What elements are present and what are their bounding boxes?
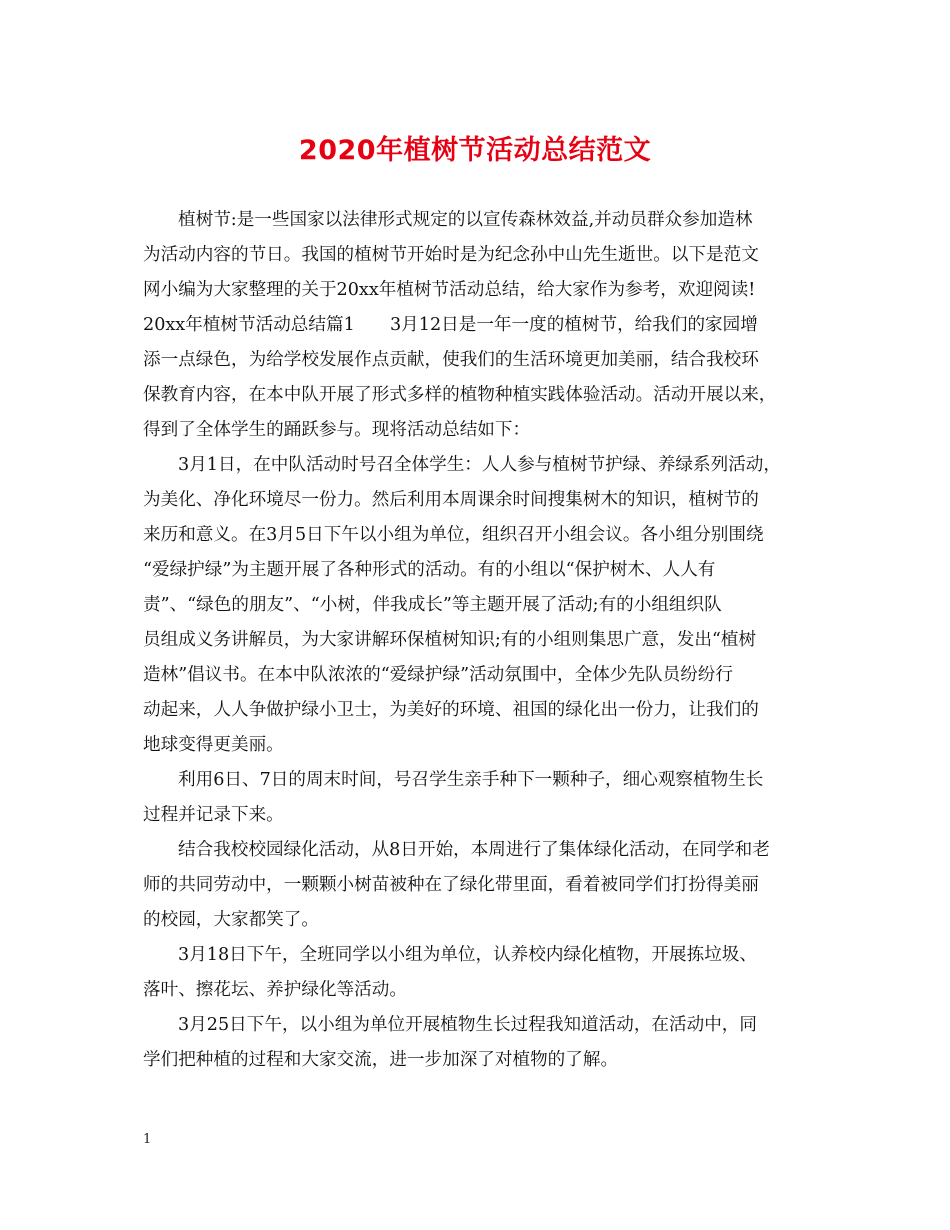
body-line: 来历和意义。在3月5日下午以小组为单位，组织召开小组会议。各小组分别围绕: [143, 525, 764, 545]
body-line: 责”、“绿色的朋友”、“小树，伴我成长”等主题开展了活动;有的小组组织队: [143, 595, 722, 615]
body-line: 造林”倡议书。在本中队浓浓的“爱绿护绿”活动氛围中，全体少先队员纷纷行: [143, 665, 733, 685]
body-line: 为美化、净化环境尽一份力。然后利用本周课余时间搜集树木的知识，植树节的: [143, 490, 759, 510]
body-line: 网小编为大家整理的关于20xx年植树节活动总结，给大家作为参考，欢迎阅读!: [143, 280, 756, 300]
body-line: 3月1日，在中队活动时号召全体学生：人人参与植树节护绿、养绿系列活动，: [178, 455, 781, 475]
body-line: 保教育内容，在本中队开展了形式多样的植物种植实践体验活动。活动开展以来，: [143, 385, 777, 405]
body-line: 师的共同劳动中，一颗颗小树苗被种在了绿化带里面，看着被同学们打扮得美丽: [143, 875, 759, 895]
body-line: “爱绿护绿”为主题开展了各种形式的活动。有的小组以“保护树木、人人有: [143, 560, 716, 580]
body-line: 学们把种植的过程和大家交流，进一步加深了对植物的了解。: [143, 1050, 619, 1070]
body-line: 3月18日下午，全班同学以小组为单位，认养校内绿化植物，开展拣垃圾、: [178, 945, 757, 965]
body-line: 添一点绿色，为给学校发展作点贡献，使我们的生活环境更加美丽，结合我校环: [143, 350, 759, 370]
body-line: 落叶、擦花坛、养护绿化等活动。: [143, 980, 407, 1000]
body-line: 利用6日、7日的周末时间，号召学生亲手种下一颗种子，细心观察植物生长: [178, 770, 764, 790]
body-line: 20xx年植树节活动总结篇1 3月12日是一年一度的植树节，给我们的家园增: [143, 315, 758, 335]
body-line: 的校园，大家都笑了。: [143, 910, 319, 930]
body-line: 过程并记录下来。: [143, 805, 284, 825]
body-line: 得到了全体学生的踊跃参与。现将活动总结如下：: [143, 420, 531, 440]
body-line: 地球变得更美丽。: [143, 735, 284, 755]
page-number: 1: [143, 1132, 152, 1147]
body-line: 3月25日下午，以小组为单位开展植物生长过程我知道活动，在活动中，同: [178, 1015, 757, 1035]
document-title: 2020年植树节活动总结范文: [298, 135, 652, 166]
body-line: 动起来，人人争做护绿小卫士，为美好的环境、祖国的绿化出一份力，让我们的: [143, 700, 759, 720]
body-line: 植树节:是一些国家以法律形式规定的以宣传森林效益,并动员群众参加造林: [178, 210, 753, 230]
body-line: 结合我校校园绿化活动，从8日开始，本周进行了集体绿化活动，在同学和老: [178, 840, 770, 860]
body-line: 为活动内容的节日。我国的植树节开始时是为纪念孙中山先生逝世。以下是范文: [143, 245, 759, 265]
body-line: 员组成义务讲解员，为大家讲解环保植树知识;有的小组则集思广意，发出“植树: [143, 630, 757, 650]
